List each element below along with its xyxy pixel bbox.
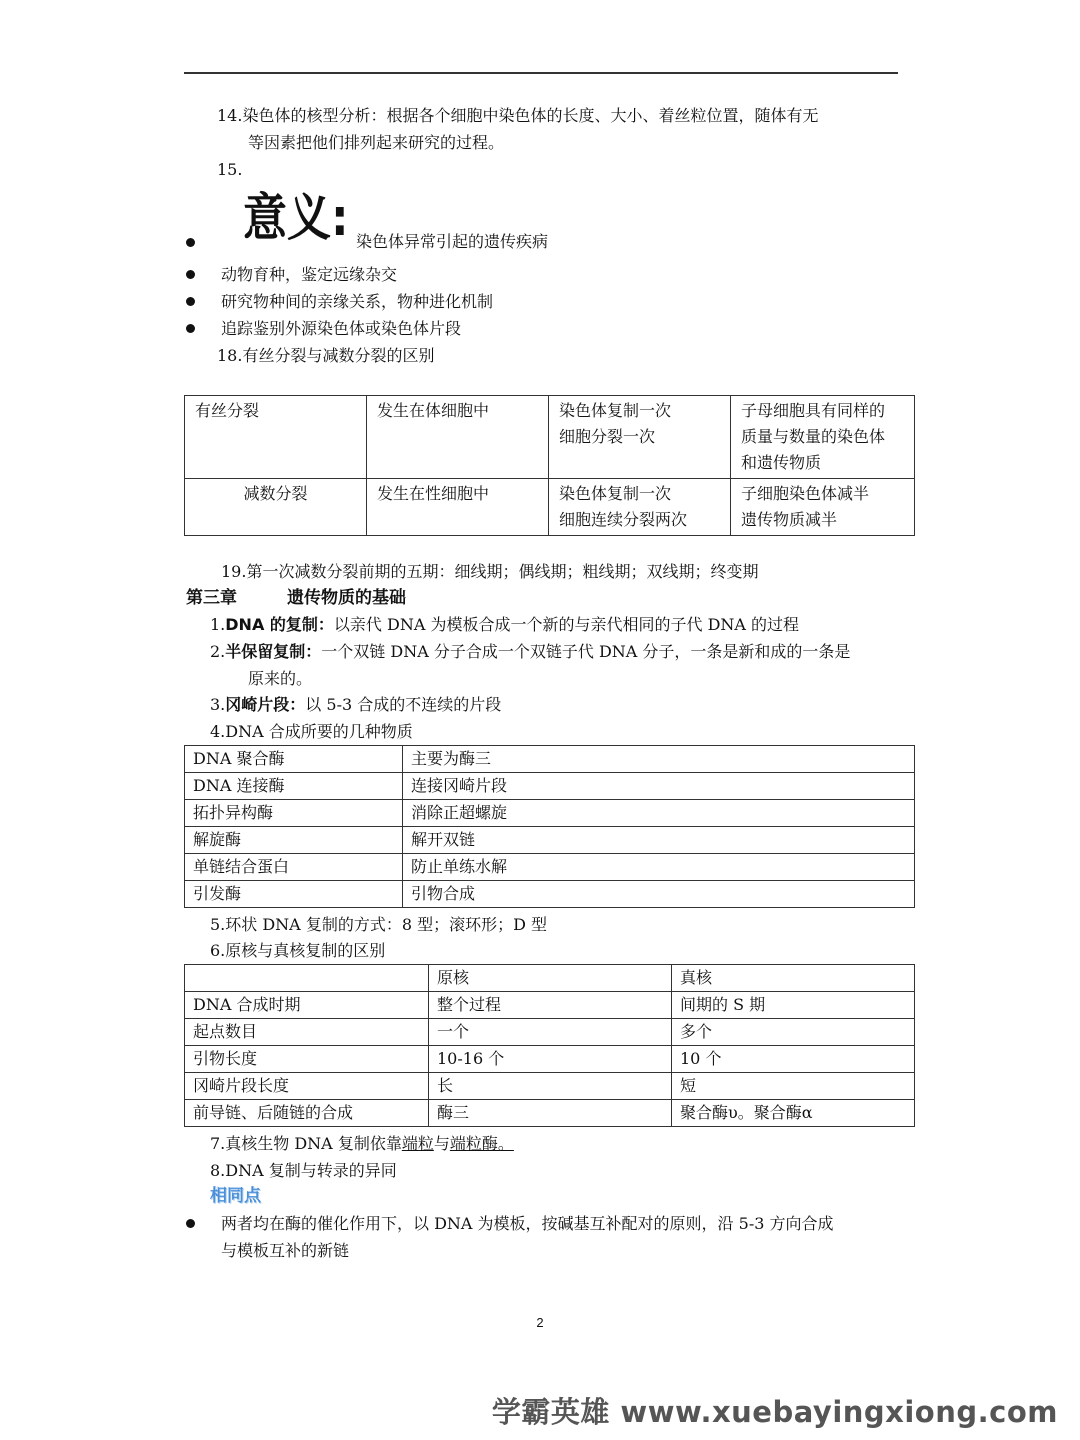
table-cell: 10 个: [672, 1046, 915, 1073]
table-cell: 防止单练水解: [403, 854, 915, 881]
table-cell: [731, 479, 915, 536]
table-cell: [549, 479, 731, 536]
table-cell: 前导链、后随链的合成: [185, 1100, 429, 1127]
prokaryote-eukaryote-table: [184, 964, 915, 1127]
section-19-text: 19.第一次减数分裂前期的五期：细线期；偶线期；粗线期；双线期；终变期: [221, 562, 759, 581]
underlined-term: 端粒: [401, 1134, 434, 1153]
ch3-item-6-title: 6.原核与真核复制的区别: [210, 941, 386, 960]
table-cell: 起点数目: [185, 1019, 429, 1046]
bullet-dot: [186, 238, 195, 247]
item-number: 2.: [210, 642, 226, 661]
table-cell: 聚合酶υ。聚合酶α: [672, 1100, 915, 1127]
item-term: DNA 的复制: [225, 615, 318, 634]
bullet-dot: [186, 324, 195, 333]
ch3-item-1: [210, 611, 799, 638]
dna-substances-table: [184, 745, 915, 908]
table-row: [185, 854, 915, 881]
significance-item: 动物育种，鉴定远缘杂交: [221, 265, 398, 284]
table-row: [185, 827, 915, 854]
table-cell: 主要为酶三: [403, 746, 915, 773]
ch3-item-2: [210, 638, 850, 665]
table-cell: [185, 965, 429, 992]
chapter-title: 遗传物质的基础: [287, 588, 406, 608]
same-points-line1: 两者均在酶的催化作用下，以 DNA 为模板，按碱基互补配对的原则，沿 5-3 方向合成: [221, 1214, 834, 1233]
bullet-dot: [186, 270, 195, 279]
ch3-item-7: [210, 1130, 514, 1157]
table-cell: 引物长度: [185, 1046, 429, 1073]
mitosis-meiosis-table: [184, 395, 915, 536]
table-cell: 拓扑异构酶: [185, 800, 403, 827]
section-14-line2: 等因素把他们排列起来研究的过程。: [248, 133, 505, 152]
table-cell: 引发酶: [185, 881, 403, 908]
item-colon: ：: [305, 642, 322, 661]
section-14-line1: 14.染色体的核型分析：根据各个细胞中染色体的长度、大小、着丝粒位置，随体有无: [217, 106, 819, 125]
underlined-term: 端粒酶。: [449, 1134, 514, 1153]
cell-line: 质量与数量的染色体: [741, 427, 886, 446]
cell-line: 子细胞染色体减半: [741, 484, 870, 503]
table-row: [185, 992, 915, 1019]
table-row: [185, 1100, 915, 1127]
significance-item: 追踪鉴别外源染色体或染色体片段: [221, 319, 462, 338]
table-row: [185, 396, 915, 479]
cell-line: 染色体复制一次: [559, 484, 672, 503]
item-text: 一个双链 DNA 分子合成一个双链子代 DNA 分子，一条是新和成的一条是: [321, 642, 851, 661]
table-cell: 真核: [672, 965, 915, 992]
table-cell: 整个过程: [429, 992, 672, 1019]
table-cell: DNA 合成时期: [185, 992, 429, 1019]
significance-item: 染色体异常引起的遗传疾病: [356, 232, 549, 251]
item-text: 7.真核生物 DNA 复制依靠: [210, 1134, 402, 1153]
chapter-number: 第三章: [186, 588, 237, 608]
ch3-item-3: [210, 691, 501, 718]
site-watermark: 学霸英雄 www.xuebayingxiong.com: [491, 1395, 1058, 1429]
cell-line: 和遗传物质: [741, 453, 822, 472]
table-row: [185, 1073, 915, 1100]
cell-line: 细胞连续分裂两次: [559, 510, 688, 529]
ch3-item-2-line2: 原来的。: [248, 669, 313, 688]
table-cell: 一个: [429, 1019, 672, 1046]
ch3-item-4-title: 4.DNA 合成所要的几种物质: [210, 722, 413, 741]
table-cell: 发生在性细胞中: [367, 479, 549, 536]
bullet-dot: [186, 1219, 195, 1228]
ch3-item-8-title: 8.DNA 复制与转录的异同: [210, 1161, 397, 1180]
table-row: [185, 800, 915, 827]
section-15-label: 15.: [217, 160, 243, 179]
ch3-item-5: 5.环状 DNA 复制的方式：8 型；滚环形；D 型: [210, 915, 548, 934]
table-cell: 长: [429, 1073, 672, 1100]
same-points-line2: 与模板互补的新链: [221, 1241, 350, 1260]
table-cell: 短: [672, 1073, 915, 1100]
table-row: [185, 965, 915, 992]
section-18-title: 18.有丝分裂与减数分裂的区别: [217, 346, 435, 365]
item-colon: ：: [289, 695, 306, 714]
table-cell: DNA 聚合酶: [185, 746, 403, 773]
table-row: [185, 1019, 915, 1046]
item-text: 与: [433, 1134, 450, 1153]
table-cell: 间期的 S 期: [672, 992, 915, 1019]
table-cell: [549, 396, 731, 479]
item-term: 冈崎片段: [225, 695, 290, 714]
item-number: 3.: [210, 695, 226, 714]
cell-line: 细胞分裂一次: [559, 427, 656, 446]
table-cell: 冈崎片段长度: [185, 1073, 429, 1100]
table-cell: [731, 396, 915, 479]
table-cell: 原核: [429, 965, 672, 992]
table-cell: 减数分裂: [185, 479, 367, 536]
table-cell: 连接冈崎片段: [403, 773, 915, 800]
page-number: 2: [536, 1315, 544, 1330]
item-number: 1.: [210, 615, 226, 634]
table-cell: 单链结合蛋白: [185, 854, 403, 881]
cell-line: 子母细胞具有同样的: [741, 401, 886, 420]
cell-line: 遗传物质减半: [741, 510, 838, 529]
item-colon: ：: [317, 615, 334, 634]
bullet-dot: [186, 297, 195, 306]
table-cell: DNA 连接酶: [185, 773, 403, 800]
table-cell: 消除正超螺旋: [403, 800, 915, 827]
item-text: 以 5-3 合成的不连续的片段: [305, 695, 502, 714]
table-row: [185, 881, 915, 908]
table-cell: 多个: [672, 1019, 915, 1046]
table-cell: 发生在体细胞中: [367, 396, 549, 479]
header-rule: [184, 72, 898, 74]
table-row: [185, 1046, 915, 1073]
item-text: 以亲代 DNA 为模板合成一个新的与亲代相同的子代 DNA 的过程: [333, 615, 800, 634]
same-points-label: 相同点: [210, 1186, 261, 1206]
item-term: 半保留复制: [225, 642, 306, 661]
table-row: [185, 746, 915, 773]
significance-item: 研究物种间的亲缘关系，物种进化机制: [221, 292, 494, 311]
table-cell: 10-16 个: [429, 1046, 672, 1073]
table-cell: 酶三: [429, 1100, 672, 1127]
table-cell: 解开双链: [403, 827, 915, 854]
table-row: [185, 773, 915, 800]
table-cell: 引物合成: [403, 881, 915, 908]
table-row: [185, 479, 915, 536]
cell-line: 染色体复制一次: [559, 401, 672, 420]
table-cell: 有丝分裂: [185, 396, 367, 479]
significance-heading: 意义:: [243, 188, 349, 248]
table-cell: 解旋酶: [185, 827, 403, 854]
